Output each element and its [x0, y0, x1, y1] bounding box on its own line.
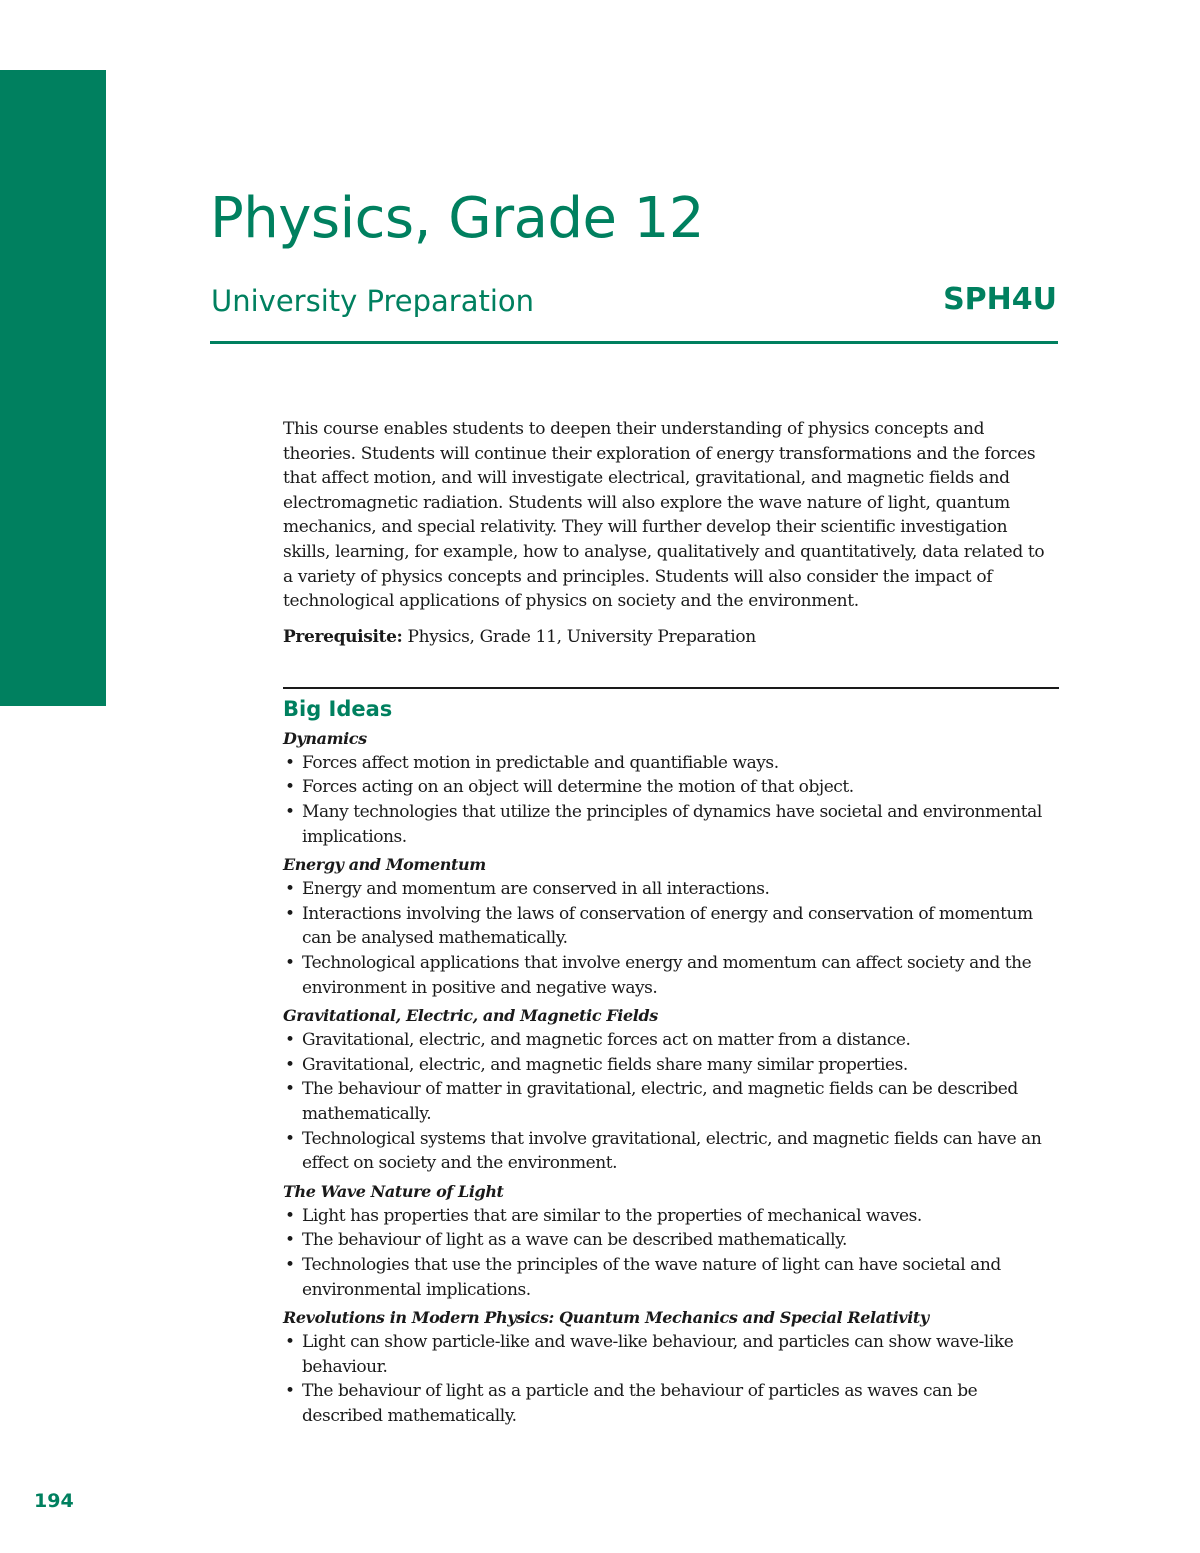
list-item: • Gravitational, electric, and magnetic forces act on matter from a distance. [283, 1028, 1059, 1053]
bullet-icon: • [285, 1054, 295, 1075]
bullet-icon: • [285, 752, 295, 773]
list-item: • Energy and momentum are conserved in all interactions. [283, 877, 1059, 902]
bullet-list-wave-nature [283, 1204, 1059, 1302]
list-item: • The behaviour of light as a wave can be described mathematically. [283, 1228, 1059, 1253]
list-item: • The behaviour of light as a particle and the behaviour of particles as waves can be described mathematically. [285, 1381, 978, 1426]
group-title-modern-physics: Revolutions in Modern Physics: Quantum Mechanics and Special Relativity [283, 1308, 929, 1328]
bullet-icon: • [285, 777, 295, 798]
title-divider [210, 341, 1058, 344]
bullet-icon: • [285, 1128, 295, 1149]
section-divider [283, 687, 1059, 689]
prerequisite [283, 625, 1059, 650]
bullet-icon: • [285, 903, 295, 924]
list-item: • Technologies that use the principles of the wave nature of light can have societal and environmental implications. [285, 1254, 1001, 1300]
list-item: • Technological systems that involve gravitational, electric, and magnetic fields can have an effect on society and the environment. [285, 1128, 1042, 1174]
prerequisite-value: Physics, Grade 11, University Preparation [407, 626, 756, 647]
bullet-icon: • [285, 802, 295, 823]
bullet-icon: • [285, 1254, 295, 1275]
bullet-list-dynamics [283, 751, 1059, 849]
bullet-list-fields [283, 1028, 1059, 1176]
group-title-energy-momentum: Energy and Momentum [283, 855, 486, 875]
course-subtitle: University Preparation [211, 284, 535, 318]
page-title: Physics, Grade 12 [210, 186, 704, 251]
list-item: • Gravitational, electric, and magnetic fields share many similar properties. [283, 1053, 1059, 1078]
bullet-icon: • [285, 1079, 295, 1100]
bullet-list-energy-momentum [283, 877, 1059, 1000]
bullet-icon: • [285, 1230, 295, 1251]
bullet-icon: • [285, 879, 295, 900]
list-item: • Interactions involving the laws of conservation of energy and conservation of momentum can be analysed mathematically. [285, 903, 1033, 949]
course-description: This course enables students to deepen their understanding of physics concepts and theories. Students will continue their exploration of energy transformations and the forces that affect motion, and will investigate electrical, gravitational, and magnetic fields and electromagnetic radiation. Students will also explore the wave nature of light, quantum mechanics, and special relativity. They will further develop their scientific investigation skills, learning, for example, how to analyse, qualitatively and quantitatively, data related to a variety of physics concepts and principles. Students will also consider the impact of technological applications of physics on society and the environment. [283, 419, 1045, 612]
course-code: SPH4U [943, 282, 1057, 317]
bullet-list-modern-physics [283, 1330, 1059, 1428]
list-item: • Light has properties that are similar to the properties of mechanical waves. [283, 1204, 1059, 1229]
list-item: • Technological applications that involve energy and momentum can affect society and the environment in positive and negative ways. [285, 953, 1032, 998]
bullet-icon: • [285, 1381, 295, 1402]
list-item: • The behaviour of matter in gravitational, electric, and magnetic fields can be described mathematically. [285, 1079, 1018, 1124]
content-area [283, 417, 1059, 1433]
list-item: • Forces acting on an object will determine the motion of that object. [283, 775, 1059, 800]
prerequisite-label: Prerequisite: [283, 626, 403, 647]
page-number: 194 [34, 1490, 74, 1512]
side-color-tab [0, 70, 106, 706]
list-item: • Forces affect motion in predictable and quantifiable ways. [283, 751, 1059, 776]
bullet-icon: • [285, 1030, 295, 1051]
bullet-icon: • [285, 953, 295, 973]
big-ideas-heading: Big Ideas [283, 696, 393, 721]
list-item: • Light can show particle-like and wave-like behaviour, and particles can show wave-like behaviour. [285, 1332, 1014, 1377]
group-title-fields: Gravitational, Electric, and Magnetic Fields [283, 1006, 658, 1026]
list-item: • Many technologies that utilize the principles of dynamics have societal and environmental implications. [285, 802, 1042, 847]
bullet-icon: • [285, 1332, 295, 1353]
group-title-wave-nature: The Wave Nature of Light [283, 1181, 504, 1201]
group-title-dynamics: Dynamics [283, 728, 367, 748]
bullet-icon: • [285, 1205, 295, 1226]
